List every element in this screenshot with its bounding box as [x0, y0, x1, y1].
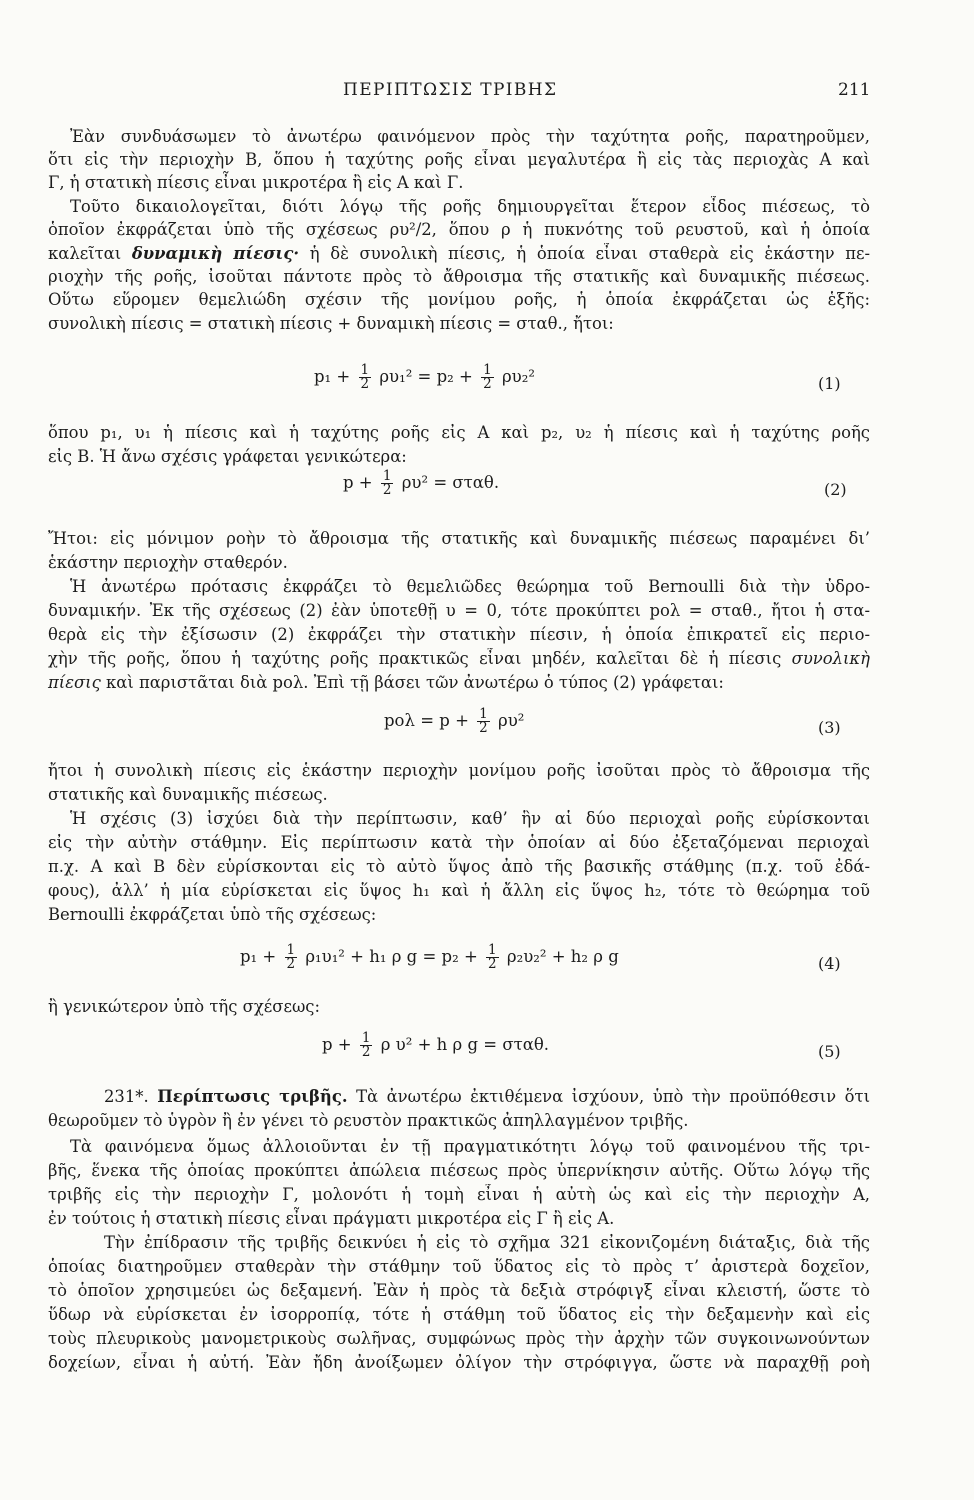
text-line: Τοῦτο δικαιολογεῖται, διότι λόγῳ τῆς ροῆς δημιουργεῖται ἕτερον εἶδος πιέσεως, τὸ: [70, 197, 870, 216]
text-line: συνολικὴ πίεσις = στατικὴ πίεσις + δυναμικὴ πίεσις = σταθ., ἤτοι:: [48, 314, 614, 333]
text-line: Τὰ φαινόμενα ὅμως ἀλλοιοῦνται ἐν τῇ πραγματικότητι λόγῳ τοῦ φαινομένου τῆς τρι-: [70, 1137, 870, 1156]
equation-number: (5): [818, 1042, 841, 1061]
eq-term: ρ υ² + h ρ g = σταθ.: [380, 1035, 550, 1054]
equation-3: [384, 708, 524, 735]
text-line: Οὕτω εὕρομεν θεμελιώδη σχέσιν τῆς μονίμου ροῆς, ἡ ὁποία ἐκφράζεται ὡς ἑξῆς:: [48, 290, 870, 309]
text-line: ὁποῖον ἐκφράζεται ὑπὸ τῆς σχέσεως ρυ²/2, ὅπου ρ ἡ πυκνότης τοῦ ρευστοῦ, καὶ ἡ ὁποία: [48, 220, 870, 239]
text-line: εἰς τὴν αὐτὴν στάθμην. Εἰς περίπτωσιν κατὰ τὴν ὁποίαν αἱ δύο ἐξεταζόμεναι περιοχαὶ: [48, 833, 870, 852]
fraction: [285, 944, 298, 971]
text-line: ὅπου p₁, υ₁ ἡ πίεσις καὶ ἡ ταχύτης ροῆς εἰς Α καὶ p₂, υ₂ ἡ πίεσις καὶ ἡ ταχύτης ροῆς: [48, 423, 870, 442]
eq-term: ρ₂υ₂² + h₂ ρ g: [506, 947, 619, 966]
text-line: [48, 672, 870, 694]
text-line: Ἐὰν συνδυάσωμεν τὸ ἀνωτέρω φαινόμενον πρὸς τὴν ταχύτητα ροῆς, παρατηροῦμεν,: [70, 127, 870, 146]
numerator: 1: [483, 362, 492, 378]
term-total-pressure: συνολικὴ: [791, 649, 870, 668]
equation-number: (1): [818, 374, 841, 393]
page-header: [0, 80, 974, 104]
denominator: 2: [360, 376, 370, 392]
text-line: ὅτι εἰς τὴν περιοχὴν Β, ὅπου ἡ ταχύτης ροῆς εἶναι μεγαλυτέρα ἢ εἰς τὰς περιοχὰς Α καὶ: [48, 150, 870, 169]
text-line: ἤτοι ἡ συνολικὴ πίεσις εἰς ἑκάστην περιοχὴν μονίμου ροῆς ἰσοῦται πρὸς τὸ ἄθροισμα τῆς: [48, 761, 870, 780]
text-line: ριοχὴν τῆς ροῆς, ἰσοῦται πάντοτε πρὸς τὸ ἄθροισμα τῆς στατικῆς καὶ δυναμικῆς πιέσεως.: [48, 267, 870, 286]
numerator: 1: [361, 1030, 371, 1046]
numerator: 1: [479, 706, 488, 722]
section-heading-line: [104, 1086, 870, 1108]
eq-term: p +: [343, 473, 373, 492]
term-total-pressure: πίεσις: [48, 673, 101, 692]
numerator: 1: [360, 362, 370, 378]
equation-number: (4): [818, 954, 841, 973]
text-line: τοὺς πλευρικοὺς μανομετρικοὺς σωλῆνας, συμφώνως πρὸς τὴν ἀρχὴν τῶν συγκοινωνούντων: [48, 1329, 870, 1348]
text-line: ὁποίας διατηροῦμεν σταθερὰν τὴν στάθμην τοῦ ὕδατος εἰς τὸ πρὸς τ’ ἀριστερὰ δοχεῖον,: [48, 1257, 870, 1276]
denominator: 2: [479, 720, 488, 736]
term-dynamic-pressure: δυναμικὴ πίεσις·: [131, 244, 300, 263]
fraction: [477, 708, 490, 735]
denominator: 2: [361, 1044, 371, 1060]
text-span: Τὰ ἀνωτέρω ἐκτιθέμενα ἰσχύουν, ὑπὸ τὴν προϋπόθεσιν ὅτι: [356, 1087, 870, 1106]
text-line: ὕδωρ νὰ εὑρίσκεται ἐν ἰσορροπίᾳ, τότε ἡ στάθμη τοῦ ὕδατος εἰς τὴν δεξαμενὴν καὶ εἰς: [48, 1305, 870, 1324]
text-line: Τὴν ἐπίδρασιν τῆς τριβῆς δεικνύει ἡ εἰς τὸ σχῆμα 321 εἰκονιζομένη διάταξις, διὰ τῆς: [104, 1233, 870, 1252]
eq-term: ρυ₁² = p₂ +: [379, 367, 473, 386]
fraction: [481, 364, 494, 391]
fraction: [359, 364, 372, 391]
numerator: 1: [286, 942, 296, 958]
text-line: φους), ἀλλ’ ἡ μία εὑρίσκεται εἰς ὕψος h₁ καὶ ἡ ἄλλη εἰς ὕψος h₂, τότε τὸ θεώρημα τοῦ: [48, 881, 870, 900]
denominator: 2: [382, 482, 392, 498]
equation-1: [314, 364, 535, 391]
text-span: χὴν τῆς ροῆς, ὅπου ἡ ταχύτης ροῆς πρακτικῶς εἶναι μηδέν, καλεῖται δὲ ἡ πίεσις: [48, 649, 782, 668]
text-line: θερὰ εἰς τὴν ἐξίσωσιν (2) ἐκφράζει τὴν στατικὴν πίεσιν, ἡ ὁποία ἐπικρατεῖ εἰς περιο-: [48, 625, 870, 644]
text-line: δυναμικήν. Ἐκ τῆς σχέσεως (2) ἐὰν ὑποτεθῇ υ = 0, τότε προκύπτει pολ = σταθ., ἤτοι ἡ στα-: [48, 601, 870, 620]
denominator: 2: [488, 956, 497, 972]
eq-term: ρυ²: [498, 711, 525, 730]
section-number: 231*.: [104, 1087, 149, 1106]
eq-term: ρυ² = σταθ.: [401, 473, 500, 492]
text-line: ἑκάστην περιοχὴν σταθερόν.: [48, 553, 288, 572]
numerator: 1: [488, 942, 497, 958]
text-span: καλεῖται: [48, 244, 122, 263]
text-span: καὶ παριστᾶται διὰ pολ. Ἐπὶ τῇ βάσει τῶν ἀνωτέρω ὁ τύπος (2) γράφεται:: [106, 673, 724, 692]
eq-term: p₁ +: [314, 367, 351, 386]
section-title: Περίπτωσις τριβῆς.: [157, 1087, 348, 1106]
denominator: 2: [483, 376, 492, 392]
text-line: Ἡ ἀνωτέρω πρότασις ἐκφράζει τὸ θεμελιῶδες θεώρημα τοῦ Bernoulli διὰ τὴν ὑδρο-: [70, 577, 870, 596]
text-line: ἐν τούτοις ἡ στατικὴ πίεσις εἶναι πράγματι μικροτέρα εἰς Γ ἢ εἰς Α.: [48, 1209, 615, 1228]
equation-2: [343, 470, 499, 497]
text-line: βῆς, ἕνεκα τῆς ὁποίας προκύπτει ἀπώλεια πιέσεως πρὸς ὑπερνίκησιν αὐτῆς. Οὕτω λόγῳ τῆς: [48, 1161, 870, 1180]
numerator: 1: [382, 468, 392, 484]
eq-term: ρ₁υ₁² + h₁ ρ g = p₂ +: [305, 947, 478, 966]
equation-number: (2): [824, 480, 847, 499]
text-line: [48, 243, 870, 265]
eq-term: pολ = p +: [384, 711, 469, 730]
text-line: Ἡ σχέσις (3) ἰσχύει διὰ τὴν περίπτωσιν, καθ’ ἣν αἱ δύο περιοχαὶ ροῆς εὑρίσκονται: [70, 809, 870, 828]
equation-4: [240, 944, 619, 971]
eq-term: p₁ +: [240, 947, 277, 966]
text-line: π.χ. Α καὶ Β δὲν εὑρίσκονται εἰς τὸ αὐτὸ ὕψος ἀπὸ τῆς βασικῆς στάθμης (π.χ. τοῦ ἐδά-: [48, 857, 870, 876]
text-line: Bernoulli ἐκφράζεται ὑπὸ τῆς σχέσεως:: [48, 905, 377, 924]
text-line: στατικῆς καὶ δυναμικῆς πιέσεως.: [48, 785, 328, 804]
eq-term: ρυ₂²: [501, 367, 535, 386]
text-line: ἢ γενικώτερον ὑπὸ τῆς σχέσεως:: [48, 997, 321, 1016]
text-line: [48, 648, 870, 670]
equation-number: (3): [818, 718, 841, 737]
equation-5: [322, 1032, 549, 1059]
fraction: [360, 1032, 373, 1059]
denominator: 2: [286, 956, 296, 972]
text-line: εἰς Β. Ἡ ἄνω σχέσις γράφεται γενικώτερα:: [48, 447, 407, 466]
fraction: [486, 944, 499, 971]
text-span: ἡ δὲ συνολικὴ πίεσις, ἡ ὁποία εἶναι σταθερὰ εἰς ἑκάστην πε-: [309, 244, 870, 263]
eq-term: p +: [322, 1035, 352, 1054]
page-number: 211: [838, 80, 871, 100]
fraction: [381, 470, 394, 497]
text-line: τὸ ὁποῖον χρησιμεύει ὡς δεξαμενή. Ἐὰν ἡ πρὸς τὰ δεξιὰ στρόφιγξ εἶναι κλειστή, ὥστε τὸ: [48, 1281, 870, 1300]
text-line: Γ, ἡ στατικὴ πίεσις εἶναι μικροτέρα ἢ εἰς Α καὶ Γ.: [48, 173, 464, 192]
text-line: θεωροῦμεν τὸ ὑγρὸν ἢ ἐν γένει τὸ ρευστὸν πρακτικῶς ἀπηλλαγμένον τριβῆς.: [48, 1111, 689, 1130]
text-line: Ἤτοι: εἰς μόνιμον ροὴν τὸ ἄθροισμα τῆς στατικῆς καὶ δυναμικῆς πιέσεως παραμένει δι’: [48, 529, 870, 548]
text-line: δοχείων, εἶναι ἡ αὐτή. Ἐὰν ἤδη ἀνοίξωμεν ὀλίγον τὴν στρόφιγγα, ὥστε νὰ παραχθῇ ροὴ: [48, 1353, 870, 1372]
running-title: ΠΕΡΙΠΤΩΣΙΣ ΤΡΙΒΗΣ: [343, 80, 558, 100]
text-line: τριβῆς εἰς τὴν περιοχὴν Γ, μολονότι ἡ τομὴ εἶναι ἡ αὐτὴ ὡς καὶ εἰς τὴν περιοχὴν Α,: [48, 1185, 870, 1204]
